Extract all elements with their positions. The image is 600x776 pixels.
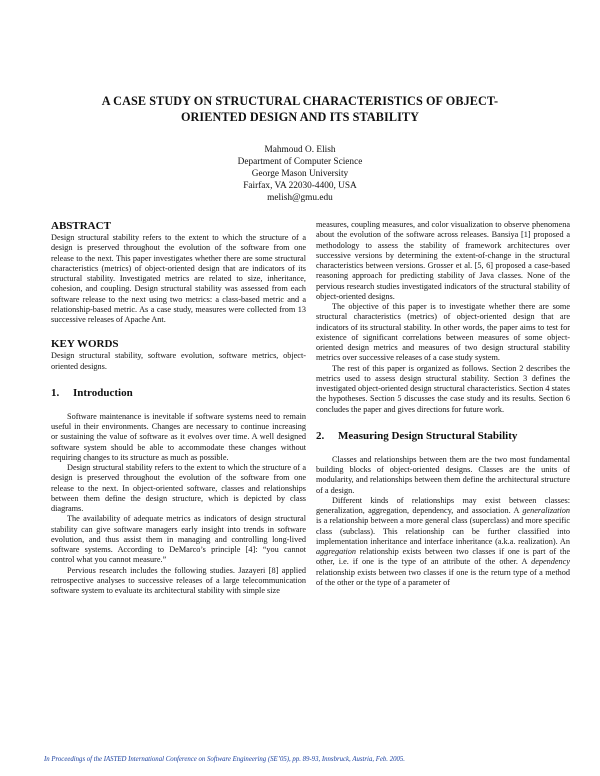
section2-heading xyxy=(316,429,570,443)
publication-footer: In Proceedings of the IASTED International Conference on Software Engineering (SE’05), pp. 89-93, Innsbruck, Austria, Feb. 2005. xyxy=(44,756,405,763)
author-name: Mahmoud O. Elish xyxy=(264,145,336,155)
author-address: Fairfax, VA 22030-4400, USA xyxy=(243,181,357,191)
title-line-1: A CASE STUDY ON STRUCTURAL CHARACTERISTICS OF OBJECT- xyxy=(101,94,499,108)
intro-continuation: measures, coupling measures, and color visualization to observe phenomena about the evolution of the software across releases. Bansiya [1] proposed a methodology to assess the stability of framework architectures over successive versions by determining the extent-of-change in the structural characteristics between versions. Grosser et al. [5, 6] proposed a case-based reasoning approach for predicting stability of Java classes. None of the pervious research studies investigated indicators of the structural stability of object-oriented designs. xyxy=(316,220,570,301)
intro-heading xyxy=(51,386,306,400)
term-generalization: generalization xyxy=(522,506,570,515)
paper-title xyxy=(40,93,560,125)
author-university: George Mason University xyxy=(251,169,349,179)
section2-p2-text-d: relationship exists between two classes if one is the return type of a method of the other or the type of a parameter of xyxy=(316,567,570,587)
left-column xyxy=(51,219,306,596)
intro-paragraph-1: Software maintenance is inevitable if software systems need to remain useful in their environments. Changes are necessary to continue increasing or sustaining the value of software as it evolves over time. A well designed software system should be able to accommodate these changes without requiring changes to its structure as much as possible. xyxy=(51,411,306,462)
intro-paragraph-2: Design structural stability refers to the extent to which the structure of a design is preserved throughout the evolution of the software from one release to the next. In object-oriented software, classes and relationships between them define the design structure, which is depicted by class diagrams. xyxy=(51,463,306,513)
term-dependency: dependency xyxy=(531,557,570,567)
intro-title: Introduction xyxy=(73,386,133,399)
title-line-2: ORIENTED DESIGN AND ITS STABILITY xyxy=(180,110,420,124)
right-column xyxy=(316,220,570,588)
author-department: Department of Computer Science xyxy=(237,157,363,167)
author-email: melish@gmu.edu xyxy=(267,193,333,203)
section2-paragraph-2 xyxy=(316,496,570,588)
keywords-heading: KEY WORDS xyxy=(51,338,119,351)
organization-paragraph: The rest of this paper is organized as follows. Section 2 describes the metrics used to assess design structural stability. Section 3 defines the investigated object-oriented design structural characteristics. Section 4 states the hypotheses. Section 5 discusses the case study and its results. Section 6 concludes the paper and gives directions for future work. xyxy=(316,363,570,414)
intro-number: 1. xyxy=(51,386,60,399)
section2-paragraph-1: Classes and relationships between them are the two most fundamental building blocks of object-oriented designs. Classes are the units of modularity, and relationships between them define the architectural structure of a design. xyxy=(316,454,570,495)
author-block xyxy=(150,144,450,204)
keywords-text: Design structural stability, software evolution, software metrics, object-oriented designs. xyxy=(51,351,306,371)
intro-paragraph-3: The availability of adequate metrics as indicators of design structural stability can give software managers early insight into trends in software evolution, and thus assist them in managing and controlling long-lived software systems. According to DeMarco’s principle [4]: “you cannot control what you cannot measure.” xyxy=(51,514,306,565)
section2-p2-text-a: Different kinds of relationships may exist between classes: generalization, aggregation, dependency, and association. A xyxy=(316,495,570,515)
section2-title: Measuring Design Structural Stability xyxy=(338,429,518,442)
section2-p2-text-c: relationship exists between two classes if one is part of the other, i.e. if one is the type of an attribute of the other. A xyxy=(316,547,570,567)
abstract-text: Design structural stability refers to the extent to which the structure of a design is preserved throughout the evolution of the software from one release to the next. This paper investigates whether there are some structural characteristics (metrics) of object-oriented design that are indicators of its structural stability. Investigated metrics are related to size, inheritance, cohesion, and coupling. Design structural stability was assessed from each software release to the next using two metrics: a class-based metric and a relationship-based metric. As a case study, measures were collected from 13 successive releases of Apache Ant. xyxy=(51,233,306,324)
abstract-heading: ABSTRACT xyxy=(51,220,111,232)
section2-p2-text-b: is a relationship between a more general class (superclass) and more specific class (subclass). This relationship can be further classified into implementation inheritance and interface inheritance (a.k.a. realization). An xyxy=(316,516,570,546)
intro-paragraph-4: Pervious research includes the following studies. Jazayeri [8] applied retrospective analyses to successive releases of a large telecommunication software system to evaluate its architectural stability with simple size xyxy=(51,565,306,595)
term-aggregation: aggregation xyxy=(316,547,357,556)
objective-paragraph: The objective of this paper is to investigate whether there are some structural characteristics (metrics) of object-oriented design that are indicators of its structural stability. In other words, the paper aims to test for existence of significant correlations between measures of some object-oriented design metrics and measures of two design structural stability metrics over successive releases of a case study system. xyxy=(316,302,570,363)
section2-number: 2. xyxy=(316,429,325,442)
